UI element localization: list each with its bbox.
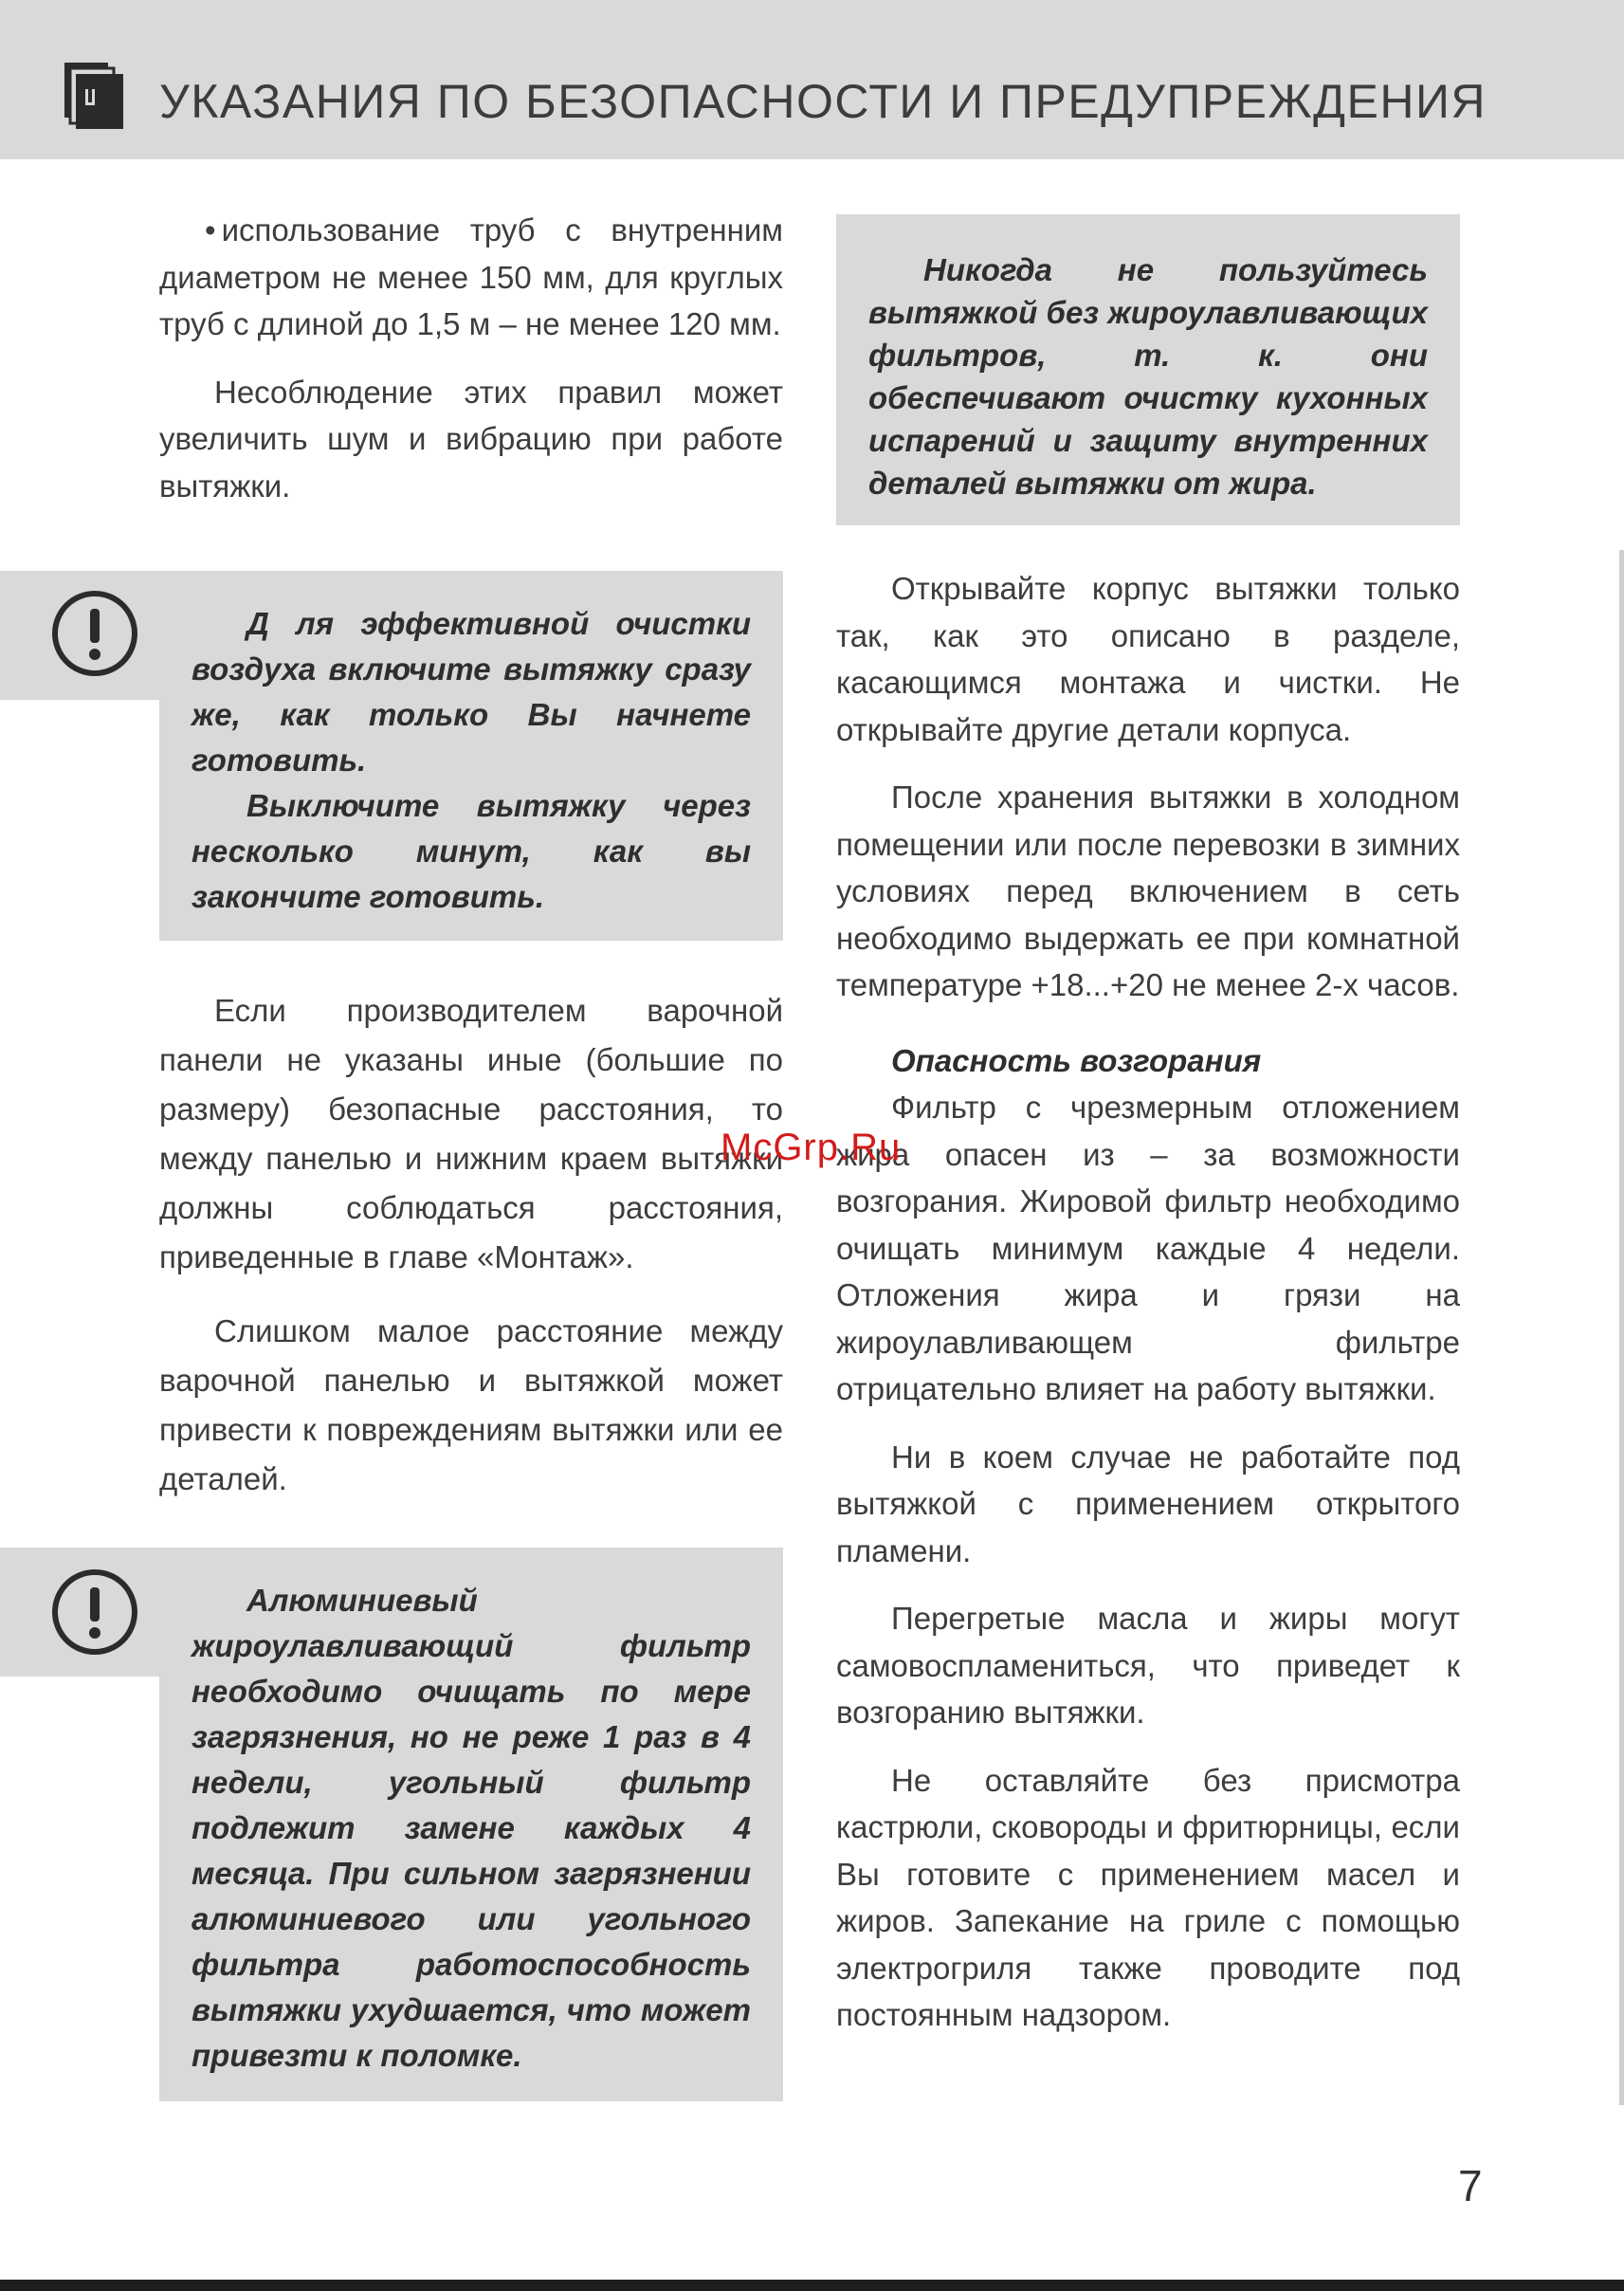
page-header [0,0,1624,159]
warning-box-1 [159,571,783,941]
left-column-top [159,207,783,509]
fire-hazard-heading: Опасность возгорания [891,1042,1262,1078]
page-title: УКАЗАНИЯ ПО БЕЗОПАСНОСТИ И ПРЕДУПРЕЖДЕНИЯ [159,75,1487,128]
info-box-text: Никогда не пользуйтесь вытяжкой без жироулавливающих фильтров, т. к. они обеспечивают очистку кухонных испарений и защиту внутренних деталей вытяжки от жира. [868,252,1428,501]
exclamation-circle-icon [49,588,140,679]
warning-1-text-2: Выключите вытяжку через несколько минут, как вы закончите готовить. [192,788,751,914]
right-column [836,565,1460,2039]
paragraph-filter: Фильтр с чрезмерным отложением жира опасен из – за возможности возгорания. Жировой фильтр необходимо очищать минимум каждые 4 недели. Отложения жира и грязи на жироулавливающем фильтре отрицательно влияет на работу вытяжки. [836,1090,1460,1406]
manual-book-icon [63,61,129,131]
info-box [836,214,1460,525]
paragraph-storage: После хранения вытяжки в холодном помещении или после перевозки в зимних условиях перед включением в сеть необходимо выдержать ее при комнатной температуре +18...+20 не менее 2-х часов. [836,779,1460,1002]
warning-box-2 [159,1548,783,2101]
right-edge-mark [1619,550,1624,2105]
bullet-item [159,207,783,348]
paragraph-open-flame: Ни в коем случае не работайте под вытяжкой с применением открытого пламени. [836,1439,1460,1568]
bullet-dot: • [205,212,216,247]
paragraph-noise: Несоблюдение этих правил может увеличить шум и вибрацию при работе вытяжки. [159,374,783,504]
page-number: 7 [1458,2161,1483,2210]
watermark: McGrp.Ru [721,1127,902,1168]
paragraph-small-distance: Слишком малое расстояние между варочной панелью и вытяжкой может привести к повреждениям вытяжки или ее деталей. [159,1313,783,1496]
paragraph-oils: Перегретые масла и жиры могут самовоспламениться, что приведет к возгоранию вытяжки. [836,1601,1460,1730]
warning-1-text-1: Д ля эффективной очистки воздуха включите вытяжку сразу же, как только Вы начнете готовить. [192,606,751,778]
paragraph-open-housing: Открывайте корпус вытяжки только так, как это описано в разделе, касающимся монтажа и чистки. Не открывайте другие детали корпуса. [836,571,1460,747]
left-column-middle [159,986,783,1504]
bottom-rule [0,2280,1624,2291]
paragraph-distance: Если производителем варочной панели не указаны иные (большие по размеру) безопасные расстояния, то между панелью и нижним краем вытяжки должны соблюдаться расстояния, приведенные в главе «Монтаж». [159,993,783,1274]
paragraph-unattended: Не оставляйте без присмотра кастрюли, сковороды и фритюрницы, если Вы готовите с применением масел и жиров. Запекание на гриле с помощью электрогриля также проводите под постоянным надзором. [836,1762,1460,2032]
warning-2-text: Алюминиевый жироулавливающий фильтр необходимо очищать по мере загрязнения, но не реже 1 раз в 4 недели, угольный фильтр подлежит замене каждых 4 месяца. При сильном загрязнении алюминиевого или угольного фильтра работоспособность вытяжки ухудшается, что может привезти к поломке. [192,1583,751,2073]
bullet-text: использование труб с внутренним диаметром не менее 150 мм, для круглых труб с длиной до 1,5 м – не менее 120 мм. [159,212,783,341]
exclamation-circle-icon [49,1567,140,1658]
